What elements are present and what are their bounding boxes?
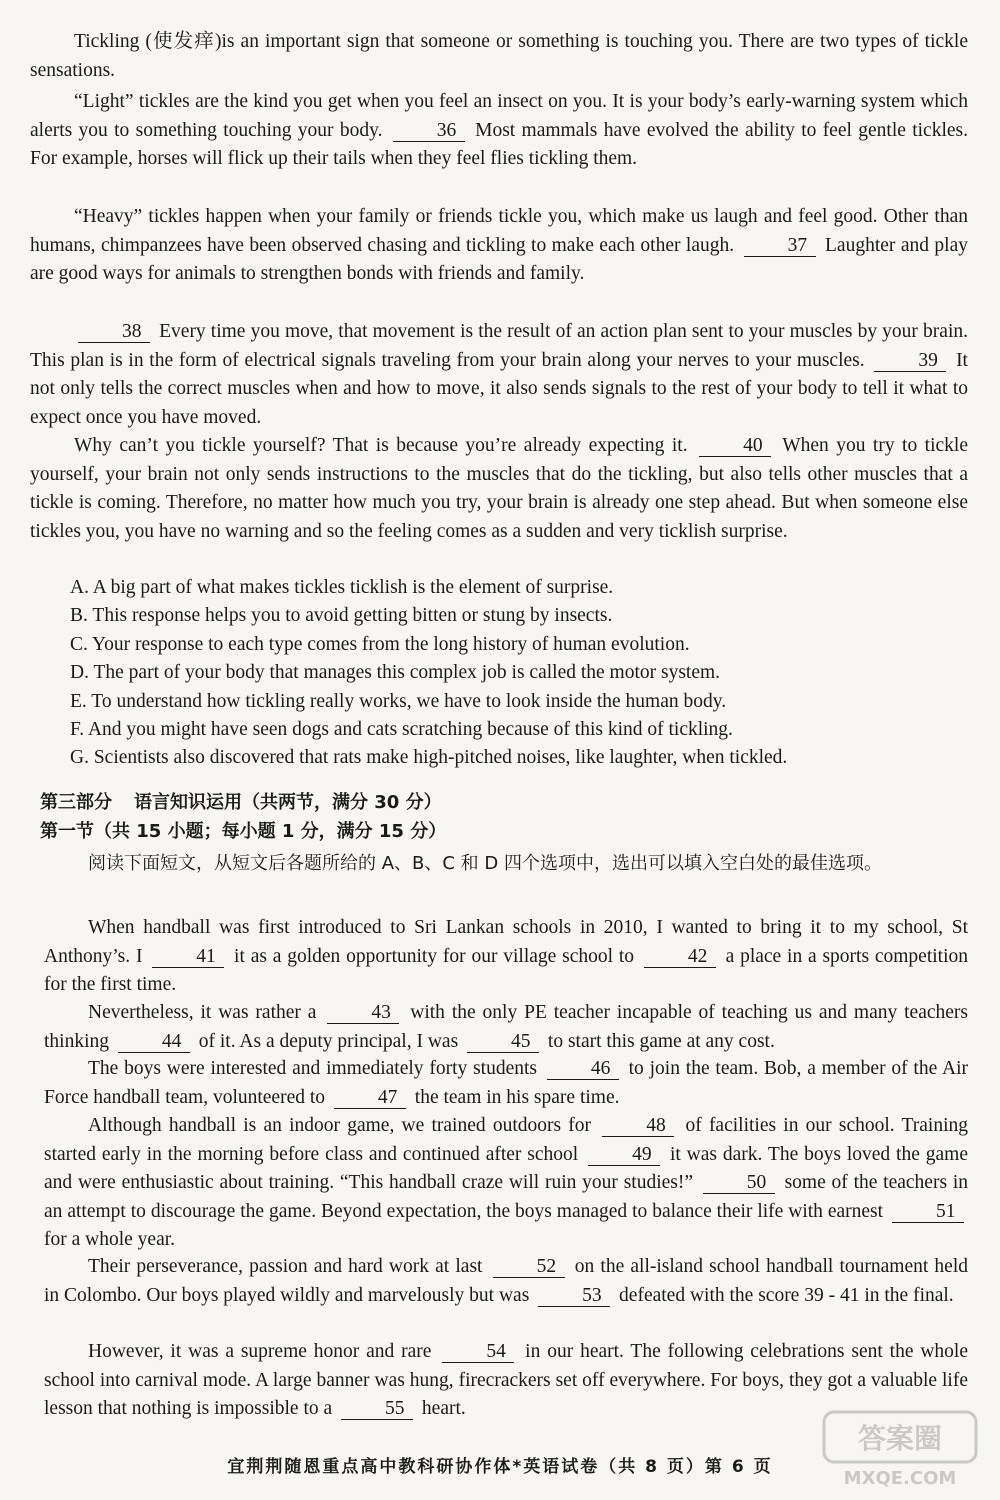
blank-49: 49 <box>588 1145 660 1166</box>
blank-54: 54 <box>442 1342 514 1363</box>
blank-40: 40 <box>699 436 771 457</box>
option-b: B. This response helps you to avoid getting bitten or stung by insects. <box>70 605 613 626</box>
part3-heading: 第三部分 语言知识运用（共两节，满分 30 分） <box>40 792 442 813</box>
watermark-logo <box>820 1408 980 1492</box>
blank-51: 51 <box>892 1202 964 1223</box>
option-d: D. The part of your body that manages this complex job is called the motor system. <box>70 662 721 683</box>
cloze-paragraph-5: Their perseverance, passion and hard work at last 52 on the all-island school handball tournament held in Colombo. Our boys played wildly and marvelously but was 53 defeated with the score 39 - 41 in the final. <box>44 1256 968 1306</box>
reading-paragraph-4: 38 Every time you move, that movement is the result of an action plan sent to your muscles by your brain. This plan is in the form of electrical signals traveling from your brain along your nerves to your muscles. 39 It not only tells the correct muscles when and how to move, it also sends signals to the rest of your body to tell it what to expect once you have moved. <box>30 321 968 428</box>
blank-42: 42 <box>644 947 716 968</box>
blank-45: 45 <box>467 1032 539 1053</box>
cloze-paragraph-6: However, it was a supreme honor and rare 54 in our heart. The following celebrations sent the whole school into carnival mode. A large banner was hung, firecrackers set off everywhere. For boys, they got a valuable life lesson that nothing is impossible to a 55 heart. <box>44 1341 968 1420</box>
option-e: E. To understand how tickling really works, we have to look inside the human body. <box>70 691 727 712</box>
cloze-paragraph-2: Nevertheless, it was rather a 43 with the only PE teacher incapable of teaching us and many teachers thinking 44 of it. As a deputy principal, I was 45 to start this game at any cost. <box>44 1002 968 1052</box>
watermark-url: MXQE.COM <box>843 1468 957 1489</box>
blank-46: 46 <box>547 1059 619 1080</box>
blank-55: 55 <box>341 1399 413 1420</box>
reading-paragraph-3: “Heavy” tickles happen when your family or friends tickle you, which make us laugh and feel good. Other than humans, chimpanzees have been observed chasing and tickling to make each other laugh. 37 Laughter and play are good ways for animals to strengthen bonds with friends and family. <box>30 206 968 285</box>
blank-36: 36 <box>393 121 465 142</box>
blank-50: 50 <box>703 1173 775 1194</box>
blank-48: 48 <box>602 1116 674 1137</box>
cloze-instruction: 阅读下面短文，从短文后各题所给的 A、B、C 和 D 四个选项中，选出可以填入空白处的最佳选项。 <box>88 853 882 874</box>
option-g: G. Scientists also discovered that rats make high-pitched noises, like laughter, when tickled. <box>70 747 788 768</box>
blank-39: 39 <box>874 351 946 372</box>
blank-47: 47 <box>334 1088 406 1109</box>
option-c: C. Your response to each type comes from the long history of human evolution. <box>70 634 690 655</box>
blank-44: 44 <box>118 1032 190 1053</box>
option-a: A. A big part of what makes tickles ticklish is the element of surprise. <box>70 577 614 598</box>
option-f: F. And you might have seen dogs and cats scratching because of this kind of tickling. <box>70 719 733 740</box>
blank-38: 38 <box>78 322 150 343</box>
blank-41: 41 <box>152 947 224 968</box>
reading-paragraph-1: Tickling (使发痒)is an important sign that someone or something is touching you. There are two types of tickle sensations. <box>30 31 968 81</box>
cloze-paragraph-3: The boys were interested and immediately forty students 46 to join the team. Bob, a member of the Air Force handball team, volunteered to 47 the team in his spare time. <box>44 1058 968 1108</box>
cloze-paragraph-4: Although handball is an indoor game, we trained outdoors for 48 of facilities in our school. Training started early in the morning before class and continued after school 49 it was dark. The boys loved the game and were enthusiastic about training. “This handball craze will ruin your studies!” 50 some of the teachers in an attempt to discourage the game. Beyond expectation, the boys managed to balance their life with earnest 51 for a whole year. <box>44 1115 969 1251</box>
reading-paragraph-5: Why can’t you tickle yourself? That is because you’re already expecting it. 40 When you try to tickle yourself, your brain not only sends instructions to the muscles that do the tickling, but also tells other muscles that a tickle is coming. Therefore, no matter how much you try, your brain is already one step ahead. But when someone else tickles you, you have no warning and so the feeling comes as a sudden and very ticklish surprise. <box>30 435 968 542</box>
blank-53: 53 <box>538 1286 610 1307</box>
cloze-paragraph-1: When handball was first introduced to Sri Lankan schools in 2010, I wanted to bring it to my school, St Anthony’s. I 41 it as a golden opportunity for our village school to 42 a place in a sports competition for the first time. <box>44 917 969 996</box>
reading-paragraph-2: “Light” tickles are the kind you get when you feel an insect on you. It is your body’s early-warning system which alerts you to something touching your body. 36 Most mammals have evolved the ability to feel gentle tickles. For example, horses will flick up their tails when they feel flies tickling them. <box>30 91 968 170</box>
blank-37: 37 <box>744 236 816 257</box>
blank-52: 52 <box>493 1257 565 1278</box>
section1-heading: 第一节（共 15 小题；每小题 1 分，满分 15 分） <box>40 821 447 842</box>
watermark-title: 答案圈 <box>857 1422 943 1455</box>
blank-43: 43 <box>327 1003 399 1024</box>
page-footer: 宜荆荆随恩重点高中教科研协作体*英语试卷（共 8 页）第 6 页 <box>227 1457 773 1477</box>
